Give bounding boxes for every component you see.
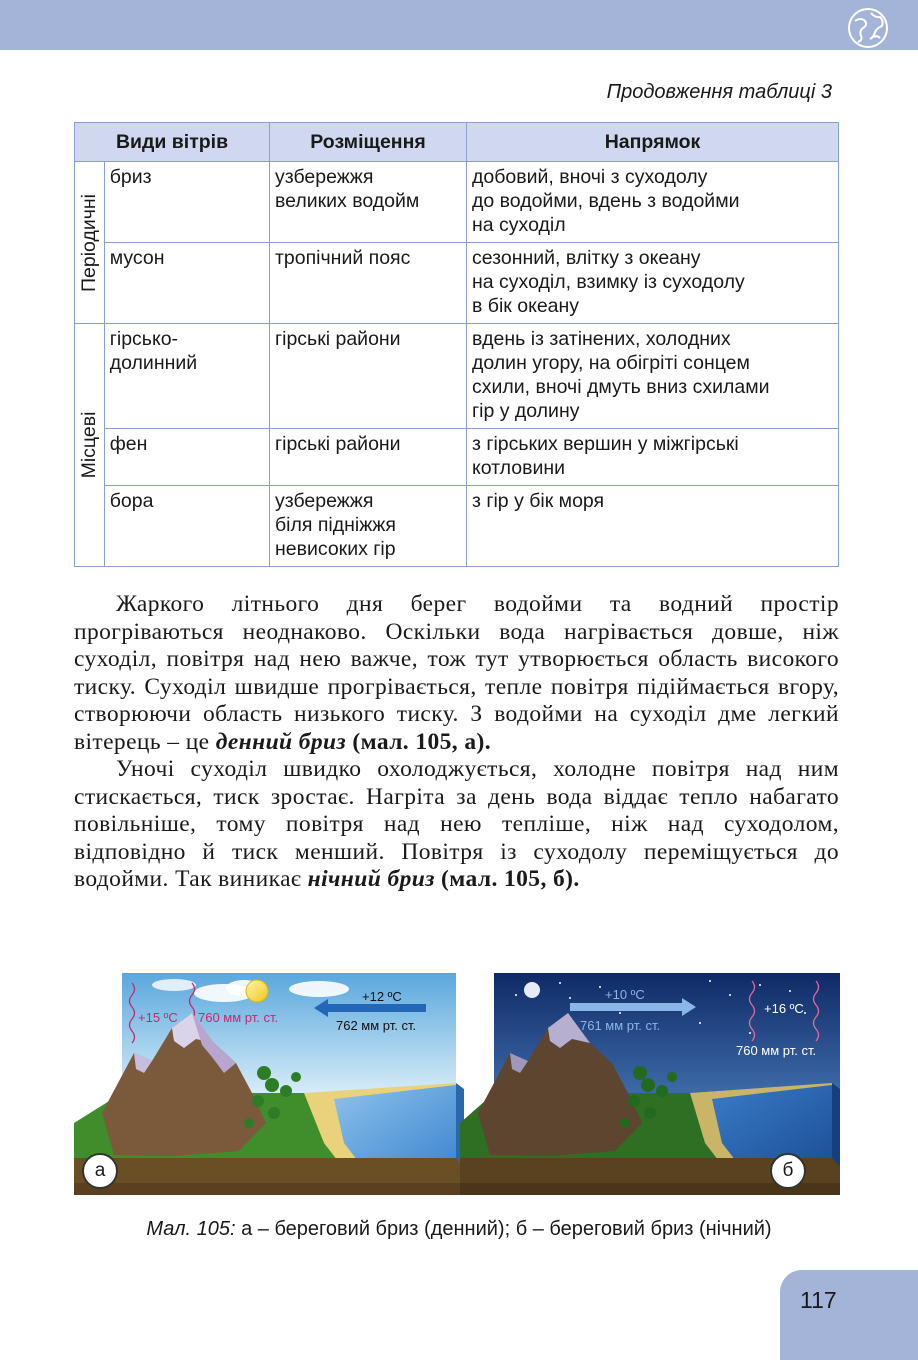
cell-direction: вдень із затінених, холодних долин угору, на обігріті сонцем схили, вночі дмуть вниз схилами гір у долину — [467, 324, 839, 429]
table-row — [75, 486, 839, 567]
figure-a-sea-pressure: 762 мм рт. ст. — [336, 1018, 417, 1033]
figure-b-labels — [460, 973, 840, 1199]
cell-location: тропічний пояс — [270, 243, 467, 324]
figure-b-badge: б — [770, 1153, 806, 1189]
table-row — [75, 324, 839, 429]
cell-type: бора — [104, 486, 269, 567]
table-header-row — [75, 123, 839, 162]
page-number-tab — [780, 1270, 918, 1360]
winds-table — [74, 122, 839, 567]
cell-direction: сезонний, влітку з океану на суходіл, взимку із суходолу в бік океану — [467, 243, 839, 324]
paragraph-day-breeze: Жаркого літнього дня берег водойми та водний простір прогріваються неоднаково. Оскільки вода нагрівається довше, ніж суходіл, повітря над нею важче, тож тут утворюється область високого тиску. Суходіл швидше прогрівається, тепле повітря підіймається вгору, створюючи область низького тиску. З водойми на суходіл дме легкий вітерець – це денний бриз (мал. 105, а). — [74, 591, 839, 755]
table-row — [75, 243, 839, 324]
header-band — [0, 0, 918, 50]
figure-b-sea-pressure: 760 мм рт. ст. — [736, 1043, 817, 1058]
group-label-local: Місцеві — [75, 324, 105, 567]
table-row — [75, 429, 839, 486]
caption-label: Мал. 105: — [146, 1218, 236, 1240]
page-number: 117 — [800, 1287, 837, 1313]
cell-type: гірсько- долинний — [104, 324, 269, 429]
cell-type: мусон — [104, 243, 269, 324]
cell-direction: добовий, вночі з суходолу до водойми, вдень з водойми на суходіл — [467, 162, 839, 243]
figure-a-land-temp: +15 ºС — [138, 1010, 178, 1025]
figure-b-land-temp: +10 ºС — [605, 987, 645, 1002]
table-row — [75, 162, 839, 243]
figure-a-labels — [74, 973, 464, 1199]
table-continuation-label: Продовження таблиці 3 — [606, 81, 832, 103]
cell-direction: з гірських вершин у міжгірські котловини — [467, 429, 839, 486]
cell-location: гірські райони — [270, 429, 467, 486]
figure-a-land-pressure: 760 мм рт. ст. — [198, 1010, 279, 1025]
cell-location: узбережжя великих водойм — [270, 162, 467, 243]
figure-b-land-pressure: 761 мм рт. ст. — [580, 1018, 661, 1033]
paragraph-night-breeze: Уночі суходіл швидко охолоджується, холодне повітря над ним стискається, тиск зростає. Нагріта за день вода віддає тепло набагато повільніше, тому повітря над нею тепліше, ніж над суходолом, відповідно й тиск менший. Повітря із суходолу переміщується до водойми. Так виникає нічний бриз (мал. 105, б). — [74, 756, 839, 892]
term-night-breeze: нічний бриз — [307, 866, 435, 892]
cell-direction: з гір у бік моря — [467, 486, 839, 567]
group-label-periodic: Періодичні — [75, 162, 105, 324]
body-text — [74, 591, 839, 894]
figure-a-sea-temp: +12 ºС — [362, 989, 402, 1004]
figure-caption — [0, 1218, 918, 1241]
cell-location: гірські райони — [270, 324, 467, 429]
figure-b-sea-temp: +16 ºС — [764, 1001, 804, 1016]
header-direction: Напрямок — [467, 123, 839, 162]
header-location: Розміщення — [270, 123, 467, 162]
cell-location: узбережжя біля підніжжя невисоких гір — [270, 486, 467, 567]
cell-type: фен — [104, 429, 269, 486]
caption-text: а – береговий бриз (денний); б – береговий бриз (нічний) — [235, 1218, 772, 1240]
cell-type: бриз — [104, 162, 269, 243]
term-day-breeze: денний бриз — [215, 728, 347, 755]
header-wind-types: Види вітрів — [75, 123, 270, 162]
figure-a-badge: а — [82, 1153, 118, 1189]
globe-icon — [847, 7, 889, 49]
